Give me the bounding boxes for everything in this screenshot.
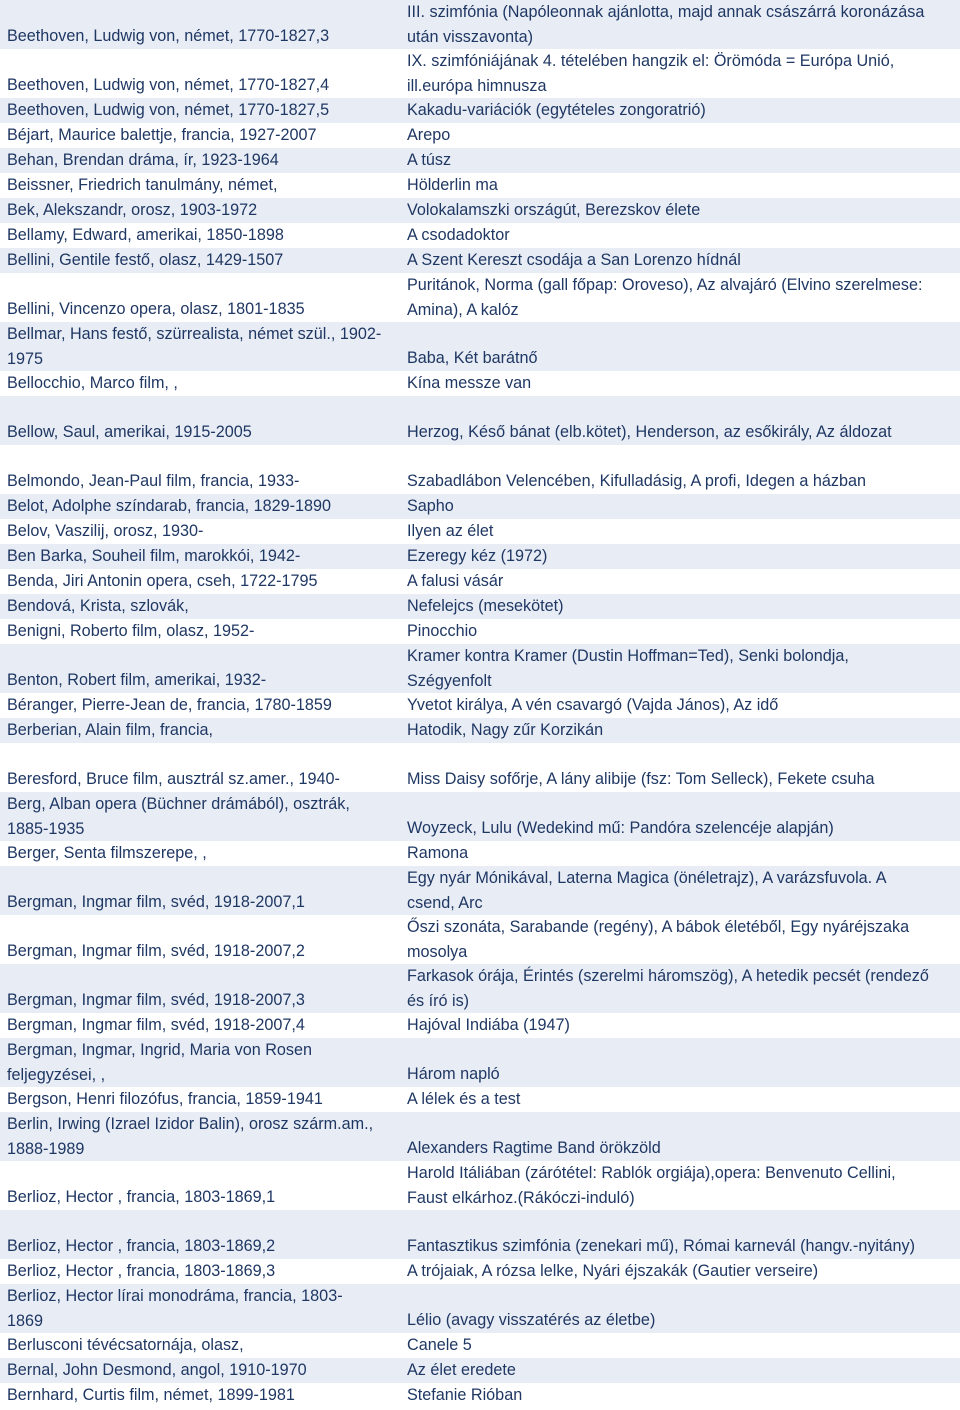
table-row	[0, 1087, 960, 1112]
table-row	[0, 1161, 960, 1210]
table-row	[0, 49, 960, 98]
name-cell: Bergman, Ingmar film, svéd, 1918-2007,3	[7, 991, 305, 1009]
name-cell: Berlin, Irwing (Izrael Izidor Balin), orosz szárm.am., 1888-1989	[7, 1115, 374, 1158]
table-row	[0, 866, 960, 915]
name-cell: Belot, Adolphe színdarab, francia, 1829-1890	[7, 497, 331, 515]
name-cell: Bernhard, Curtis film, német, 1899-1981	[7, 1386, 295, 1404]
table-row	[0, 1210, 960, 1259]
name-cell: Bellocchio, Marco film, ,	[7, 374, 178, 392]
works-cell: A Szent Kereszt csodája a San Lorenzo hídnál	[407, 251, 741, 269]
name-cell: Bellow, Saul, amerikai, 1915-2005	[7, 423, 252, 441]
name-cell: Benda, Jiri Antonin opera, cseh, 1722-1795	[7, 572, 318, 590]
works-cell: Kramer kontra Kramer (Dustin Hoffman=Ted), Senki bolondja, Szégyenfolt	[407, 647, 849, 690]
works-cell: Őszi szonáta, Sarabande (regény), A bábok életéből, Egy nyáréjszaka mosolya	[407, 918, 910, 961]
name-cell: Bergman, Ingmar film, svéd, 1918-2007,2	[7, 942, 305, 960]
name-cell: Berlioz, Hector , francia, 1803-1869,2	[7, 1237, 276, 1255]
works-cell: Stefanie Rióban	[407, 1386, 523, 1404]
table-row	[0, 248, 960, 273]
name-cell: Bek, Alekszandr, orosz, 1903-1972	[7, 201, 258, 219]
table-row	[0, 1284, 960, 1333]
works-cell: IX. szimfóniájának 4. tételében hangzik el: Örömóda = Európa Unió, ill.európa himnusza	[407, 52, 895, 95]
works-cell: Hajóval Indiába (1947)	[407, 1016, 570, 1034]
name-cell: Benton, Robert film, amerikai, 1932-	[7, 671, 267, 689]
name-cell: Bellamy, Edward, amerikai, 1850-1898	[7, 226, 284, 244]
works-cell: Yvetot királya, A vén csavargó (Vajda János), Az idő	[407, 696, 779, 714]
works-cell: Kína messze van	[407, 374, 532, 392]
works-cell: Farkasok órája, Érintés (szerelmi háromszög), A hetedik pecsét (rendező és író is)	[407, 967, 929, 1010]
table-row	[0, 173, 960, 198]
works-cell: Arepo	[407, 126, 451, 144]
works-cell: Kakadu-variációk (egytételes zongoratrió)	[407, 101, 706, 119]
table-row	[0, 594, 960, 619]
table-row	[0, 1333, 960, 1358]
table-row	[0, 396, 960, 445]
table-row	[0, 148, 960, 173]
works-cell: A trójaiak, A rózsa lelke, Nyári éjszakák (Gautier verseire)	[407, 1262, 819, 1280]
table-row	[0, 841, 960, 866]
table-row	[0, 915, 960, 964]
works-cell: Hatodik, Nagy zűr Korzikán	[407, 721, 604, 739]
works-cell: Herzog, Késő bánat (elb.kötet), Henderson, az esőkirály, Az áldozat	[407, 423, 892, 441]
name-cell: Berg, Alban opera (Büchner drámából), osztrák, 1885-1935	[7, 795, 350, 838]
name-cell: Belmondo, Jean-Paul film, francia, 1933-	[7, 472, 300, 490]
works-cell: Egy nyár Mónikával, Laterna Magica (önéletrajz), A varázsfuvola. A csend, Arc	[407, 869, 887, 912]
works-cell: Woyzeck, Lulu (Wedekind mű: Pandóra szelencéje alapján)	[407, 819, 834, 837]
table-row	[0, 569, 960, 594]
table-row	[0, 619, 960, 644]
name-cell: Beethoven, Ludwig von, német, 1770-1827,5	[7, 101, 330, 119]
name-cell: Berlioz, Hector , francia, 1803-1869,1	[7, 1188, 276, 1206]
name-cell: Berlusconi tévécsatornája, olasz,	[7, 1336, 244, 1354]
table-row	[0, 123, 960, 148]
name-cell: Béjart, Maurice balettje, francia, 1927-2007	[7, 126, 317, 144]
works-cell: Hölderlin ma	[407, 176, 498, 194]
table-row	[0, 519, 960, 544]
name-cell: Behan, Brendan dráma, ír, 1923-1964	[7, 151, 279, 169]
name-cell: Bergman, Ingmar film, svéd, 1918-2007,1	[7, 893, 305, 911]
table-row	[0, 544, 960, 569]
works-cell: Baba, Két barátnő	[407, 349, 538, 367]
table-row	[0, 371, 960, 396]
works-cell: Sapho	[407, 497, 454, 515]
table-row	[0, 693, 960, 718]
table-row	[0, 1358, 960, 1383]
table-row	[0, 198, 960, 223]
name-cell: Beethoven, Ludwig von, német, 1770-1827,3	[7, 27, 330, 45]
table-row	[0, 445, 960, 494]
works-cell: Ramona	[407, 844, 469, 862]
table-row	[0, 1038, 960, 1087]
works-cell: Lélio (avagy visszatérés az életbe)	[407, 1311, 656, 1329]
works-cell: Ezeregy kéz (1972)	[407, 547, 548, 565]
works-cell: Volokalamszki országút, Berezskov élete	[407, 201, 701, 219]
table-row	[0, 223, 960, 248]
works-cell: Három napló	[407, 1065, 500, 1083]
name-cell: Beissner, Friedrich tanulmány, német,	[7, 176, 278, 194]
table-row	[0, 644, 960, 693]
name-cell: Berger, Senta filmszerepe, ,	[7, 844, 207, 862]
works-cell: Szabadlábon Velencében, Kifulladásig, A profi, Idegen a házban	[407, 472, 867, 490]
works-cell: Harold Itáliában (zárótétel: Rablók orgiája),opera: Benvenuto Cellini, Faust elkárhoz.(Rákóczi-induló)	[407, 1164, 896, 1207]
name-cell: Berberian, Alain film, francia,	[7, 721, 214, 739]
table-row	[0, 322, 960, 371]
table-row	[0, 0, 960, 49]
table-row	[0, 964, 960, 1013]
name-cell: Beethoven, Ludwig von, német, 1770-1827,4	[7, 76, 330, 94]
name-cell: Béranger, Pierre-Jean de, francia, 1780-1859	[7, 696, 332, 714]
name-cell: Beresford, Bruce film, ausztrál sz.amer., 1940-	[7, 770, 340, 788]
table-row	[0, 1013, 960, 1038]
works-cell: Puritánok, Norma (gall főpap: Oroveso), Az alvajáró (Elvino szerelmese: Amina), A kalóz	[407, 276, 923, 319]
name-cell: Bergman, Ingmar film, svéd, 1918-2007,4	[7, 1016, 305, 1034]
table-row	[0, 1259, 960, 1284]
table-row	[0, 273, 960, 322]
table-row	[0, 743, 960, 792]
works-cell: A túsz	[407, 151, 452, 169]
works-cell: Canele 5	[407, 1336, 472, 1354]
works-cell: A lélek és a test	[407, 1090, 521, 1108]
works-cell: Az élet eredete	[407, 1361, 516, 1379]
name-cell: Bergman, Ingmar, Ingrid, Maria von Rosen feljegyzései, ,	[7, 1041, 313, 1084]
name-cell: Berlioz, Hector lírai monodráma, francia, 1803- 1869	[7, 1287, 343, 1330]
works-cell: Nefelejcs (mesekötet)	[407, 597, 564, 615]
name-cell: Bellini, Vincenzo opera, olasz, 1801-1835	[7, 300, 305, 318]
name-cell: Bellmar, Hans festő, szürrealista, német szül., 1902- 1975	[7, 325, 382, 368]
name-cell: Belov, Vaszilij, orosz, 1930-	[7, 522, 204, 540]
table-row	[0, 98, 960, 123]
name-cell: Bendová, Krista, szlovák,	[7, 597, 189, 615]
works-cell: Fantasztikus szimfónia (zenekari mű), Római karnevál (hangv.-nyitány)	[407, 1237, 915, 1255]
name-cell: Bergson, Henri filozófus, francia, 1859-1941	[7, 1090, 323, 1108]
works-cell: III. szimfónia (Napóleonnak ajánlotta, majd annak császárrá koronázása után visszavonta)	[407, 3, 925, 46]
name-cell: Berlioz, Hector , francia, 1803-1869,3	[7, 1262, 276, 1280]
name-cell: Bellini, Gentile festő, olasz, 1429-1507	[7, 251, 284, 269]
name-cell: Benigni, Roberto film, olasz, 1952-	[7, 622, 255, 640]
name-cell: Ben Barka, Souheil film, marokkói, 1942-	[7, 547, 301, 565]
table-row	[0, 792, 960, 841]
works-cell: A falusi vásár	[407, 572, 504, 590]
works-cell: A csodadoktor	[407, 226, 510, 244]
table-row	[0, 494, 960, 519]
name-cell: Bernal, John Desmond, angol, 1910-1970	[7, 1361, 307, 1379]
table-row	[0, 718, 960, 743]
works-cell: Alexanders Ragtime Band örökzöld	[407, 1139, 661, 1157]
works-cell: Miss Daisy sofőrje, A lány alibije (fsz: Tom Selleck), Fekete csuha	[407, 770, 875, 788]
table-row	[0, 1112, 960, 1161]
table-row	[0, 1383, 960, 1408]
works-cell: Pinocchio	[407, 622, 478, 640]
works-cell: Ilyen az élet	[407, 522, 494, 540]
